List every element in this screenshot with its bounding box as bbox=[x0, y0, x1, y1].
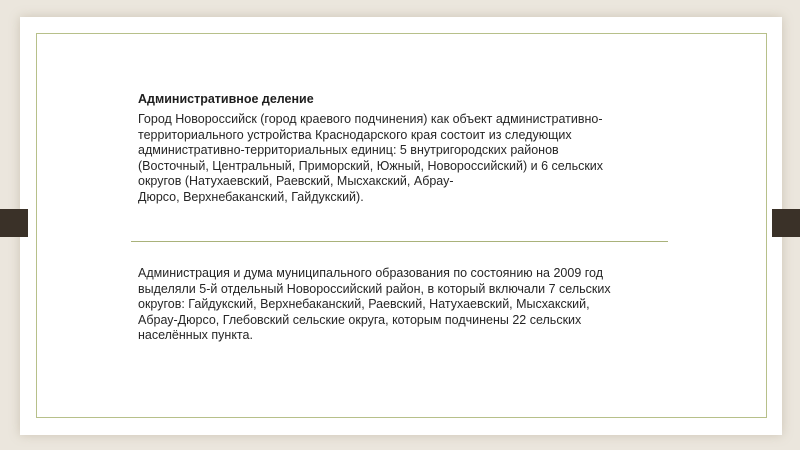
slide bbox=[20, 17, 782, 435]
paragraph-line: Администрация и дума муниципального образования по состоянию на 2009 год bbox=[138, 266, 604, 280]
paragraph-municipal-district bbox=[138, 266, 678, 344]
paragraph-line: территориального устройства Краснодарского края состоит из следующих bbox=[138, 127, 572, 142]
paragraph-line: населённых пункта. bbox=[138, 328, 253, 342]
paragraph-line: Дюрсо, Верхнебаканский, Гайдукский). bbox=[138, 189, 364, 204]
left-side-tab bbox=[0, 209, 28, 237]
right-side-tab bbox=[772, 209, 800, 237]
paragraph-line: (Восточный, Центральный, Приморский, Южный, Новороссийский) и 6 сельских bbox=[138, 158, 604, 173]
paragraph-line: Город Новороссийск (город краевого подчинения) как объект административно- bbox=[138, 112, 603, 126]
paragraph-administrative-division bbox=[138, 112, 678, 205]
slide-heading: Административное деление bbox=[138, 92, 314, 106]
paragraph-line: округов (Натухаевский, Раевский, Мысхакский, Абрау- bbox=[138, 174, 454, 188]
paragraph-line: административно-территориальных единиц: 5 внутригородских районов bbox=[138, 143, 559, 157]
paragraph-line: Абрау-Дюрсо, Глебовский сельские округа, которым подчинены 22 сельских bbox=[138, 312, 582, 327]
slide-border bbox=[36, 33, 767, 418]
section-divider bbox=[131, 241, 668, 242]
paragraph-line: выделяли 5-й отдельный Новороссийский район, в который включали 7 сельских bbox=[138, 281, 611, 296]
paragraph-line: округов: Гайдукский, Верхнебаканский, Раевский, Натухаевский, Мысхакский, bbox=[138, 297, 590, 311]
